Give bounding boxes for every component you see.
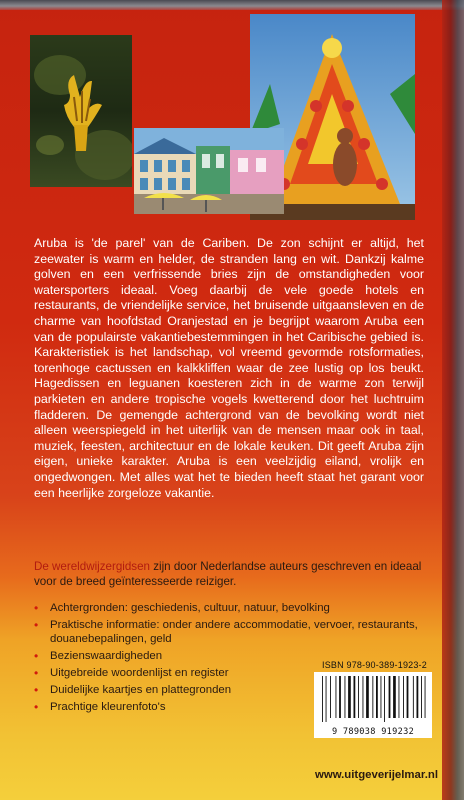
list-item-text: Prachtige kleurenfoto's <box>50 701 166 713</box>
series-intro <box>34 560 426 589</box>
barcode-bars <box>314 672 432 724</box>
series-intro-text: zijn door Nederlandse auteurs geschreven en ideaal voor de breed geïnteresseerde reiziger. <box>34 560 422 588</box>
photo-collage <box>0 0 464 220</box>
barcode-number: 9 789038 919232 <box>331 727 415 737</box>
list-item <box>34 618 434 646</box>
list-item <box>34 601 434 615</box>
list-item-text: Achtergronden: geschiedenis, cultuur, natuur, bevolking <box>50 602 330 614</box>
bullet-icon: • <box>34 683 39 697</box>
list-item-text: Duidelijke kaartjes en plattegronden <box>50 684 232 696</box>
isbn-label: ISBN 978-90-389-1923-2 <box>322 660 427 670</box>
colonial-building-photo <box>134 128 284 214</box>
underwater-plant-photo <box>30 35 132 187</box>
list-item-text: Bezienswaardigheden <box>50 650 163 662</box>
bullet-icon: • <box>34 601 39 615</box>
list-item-text: Uitgebreide woordenlijst en register <box>50 667 229 679</box>
bullet-icon: • <box>34 666 39 680</box>
bullet-icon: • <box>34 700 39 714</box>
list-item-text: Praktische informatie: onder andere accommodatie, vervoer, restaurants, douanebepalingen, geld <box>50 619 418 645</box>
description-text: Aruba is 'de parel' van de Cariben. De zon schijnt er altijd, het zeewater is warm en helder, de stranden lang en wit. Dankzij kalme golven en een verfrissende bries zijn de omstandigheden voor watersporters ideaal. Voeg daarbij de vele goede hotels en restaurants, de vriendelijke service, het bruisende uitgaansleven en de charme van hoofdstad Oranjestad en je begrijpt waarom Aruba een van de populairste vakantiebestemmingen in het Caribische gebied is. Karakteristiek is het landschap, vol vreemd gevormde rotsformaties, torenhoge cactussen en kalkkliffen waar de zee lustig op los beukt. Hagedissen en leguanen koesteren zich in de warme zon terwijl parkieten en andere tropische vogels kwetterend door het luchtruim fladderen. De gemengde achtergrond van de bevolking wordt niet alleen weerspiegeld in het uiterlijk van de mensen maar ook in taal, muziek, feesten, architectuur en de lokale keuken. Dit geeft Aruba zijn eigen, unieke karakter. Aruba is een veelzijdig eiland, vrolijk en ongedwongen. Met alles wat het te bieden heeft staat het garant voor een heerlijke zorgeloze vakantie. <box>34 236 424 500</box>
series-brand-name: De wereldwijzergidsen <box>34 560 150 573</box>
barcode <box>314 672 432 738</box>
publisher-website: www.uitgeverijelmar.nl <box>314 769 438 781</box>
bullet-icon: • <box>34 649 39 663</box>
bullet-icon: • <box>34 618 39 632</box>
